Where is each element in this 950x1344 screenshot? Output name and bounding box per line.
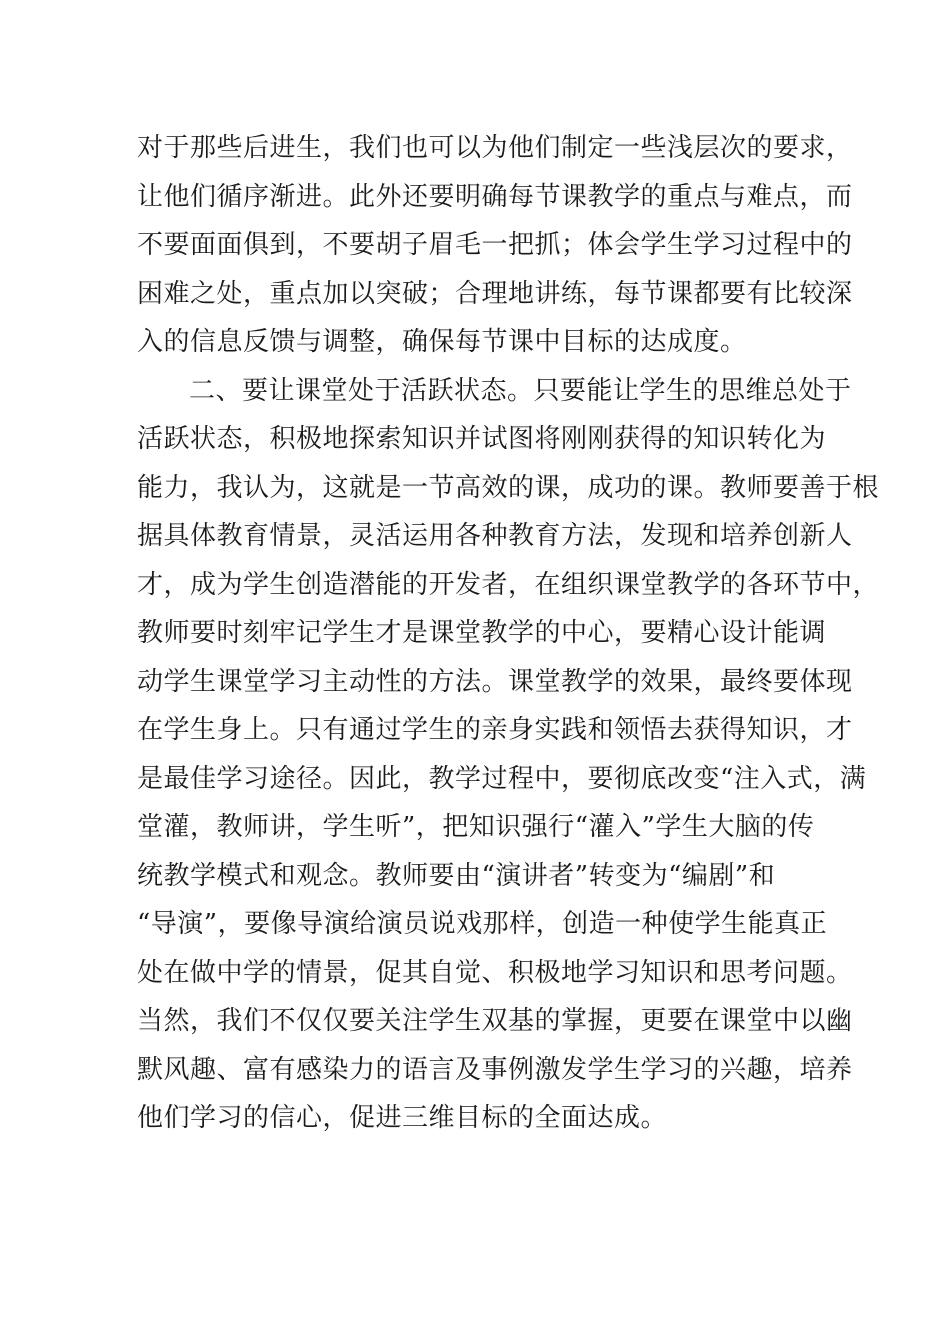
body-text bbox=[137, 124, 880, 1143]
text-line: 堂灌，教师讲，学生听”，把知识强行“灌入”学生大脑的传 bbox=[137, 812, 815, 842]
text-line: 才，成为学生创造潜能的开发者，在组织课堂教学的各环节中， bbox=[137, 569, 880, 600]
text-line: 他们学习的信心，促进三维目标的全面达成。 bbox=[137, 1103, 668, 1133]
section-heading-line: 二、要让课堂处于活跃状态。只要能让学生的思维总处于 bbox=[189, 375, 852, 406]
text-line: 动学生课堂学习主动性的方法。课堂教学的效果，最终要体现 bbox=[137, 666, 853, 697]
text-line: 活跃状态，积极地探索知识并试图将刚刚获得的知识转化为 bbox=[137, 424, 827, 454]
text-line: 困难之处，重点加以突破；合理地讲练，每节课都要有比较深 bbox=[137, 278, 853, 309]
text-line: 让他们循序渐进。此外还要明确每节课教学的重点与难点，而 bbox=[137, 181, 853, 212]
text-line: “导演”，要像导演给演员说戏那样，创造一种使学生能真正 bbox=[137, 909, 828, 939]
text-line: 当然，我们不仅仅要关注学生双基的掌握，更要在课堂中以幽 bbox=[137, 1006, 853, 1036]
text-line: 对于那些后进生，我们也可以为他们制定一些浅层次的要求， bbox=[137, 133, 853, 163]
text-line: 是最佳学习途径。因此，教学过程中，要彻底改变“注入式，满 bbox=[137, 763, 867, 794]
text-line: 据具体教育情景，灵活运用各种教育方法，发现和培养创新人 bbox=[137, 521, 853, 551]
text-line: 教师要时刻牢记学生才是课堂教学的中心，要精心设计能调 bbox=[137, 618, 827, 648]
text-line: 在学生身上。只有通过学生的亲身实践和领悟去获得知识，才 bbox=[137, 715, 853, 745]
text-line: 不要面面俱到，不要胡子眉毛一把抓；体会学生学习过程中的 bbox=[137, 230, 853, 260]
text-line: 统教学模式和观念。教师要由“演讲者”转变为“编剧”和 bbox=[137, 860, 776, 891]
text-line: 入的信息反馈与调整，确保每节课中目标的达成度。 bbox=[137, 327, 747, 357]
text-line: 默风趣、富有感染力的语言及事例激发学生学习的兴趣，培养 bbox=[137, 1054, 853, 1085]
text-line: 处在做中学的情景，促其自觉、积极地学习知识和思考问题。 bbox=[137, 957, 853, 988]
text-line: 能力，我认为，这就是一节高效的课，成功的课。教师要善于根 bbox=[137, 472, 880, 503]
